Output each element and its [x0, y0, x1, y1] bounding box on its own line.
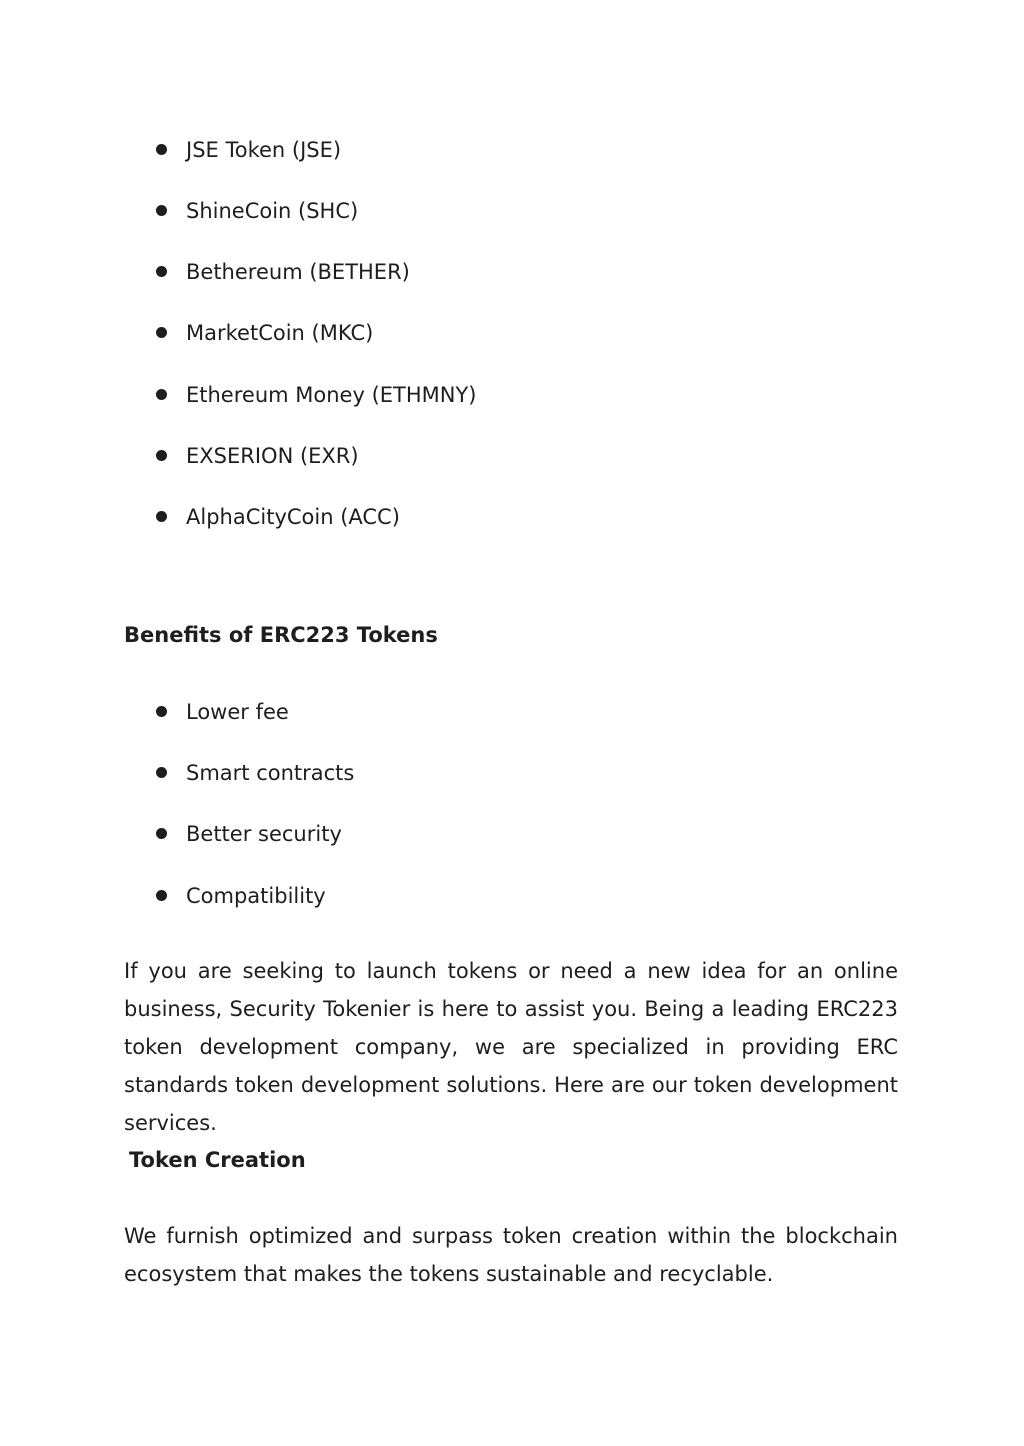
- token-name: ShineCoin (SHC): [186, 199, 359, 223]
- bullet-icon: [156, 266, 167, 277]
- token-name: EXSERION (EXR): [186, 444, 359, 468]
- benefits-heading: Benefits of ERC223 Tokens: [124, 623, 438, 647]
- bullet-icon: [156, 767, 167, 778]
- token-name: JSE Token (JSE): [186, 138, 342, 162]
- bullet-icon: [156, 706, 167, 717]
- token-name: AlphaCityCoin (ACC): [186, 505, 400, 529]
- token-name: Bethereum (BETHER): [186, 260, 410, 284]
- benefit-label: Compatibility: [186, 884, 326, 908]
- bullet-icon: [156, 327, 167, 338]
- token-name: Ethereum Money (ETHMNY): [186, 383, 477, 407]
- bullet-icon: [156, 511, 167, 522]
- bullet-icon: [156, 205, 167, 216]
- bullet-icon: [156, 144, 167, 155]
- token-creation-paragraph: We furnish optimized and surpass token creation within the blockchain ecosystem that makes the tokens sustainable and recyclable.: [124, 1224, 898, 1286]
- intro-paragraph: If you are seeking to launch tokens or need a new idea for an online business, Security Tokenier is here to assist you. Being a leading ERC223 token development company, we are specialized in providing ERC standards token development solutions. Here are our token development services.: [124, 959, 898, 1135]
- bullet-icon: [156, 389, 167, 400]
- token-creation-heading: Token Creation: [129, 1148, 306, 1172]
- bullet-icon: [156, 828, 167, 839]
- benefit-label: Better security: [186, 822, 342, 846]
- bullet-icon: [156, 450, 167, 461]
- bullet-icon: [156, 890, 167, 901]
- token-name: MarketCoin (MKC): [186, 321, 374, 345]
- benefit-label: Lower fee: [186, 700, 289, 724]
- benefit-label: Smart contracts: [186, 761, 355, 785]
